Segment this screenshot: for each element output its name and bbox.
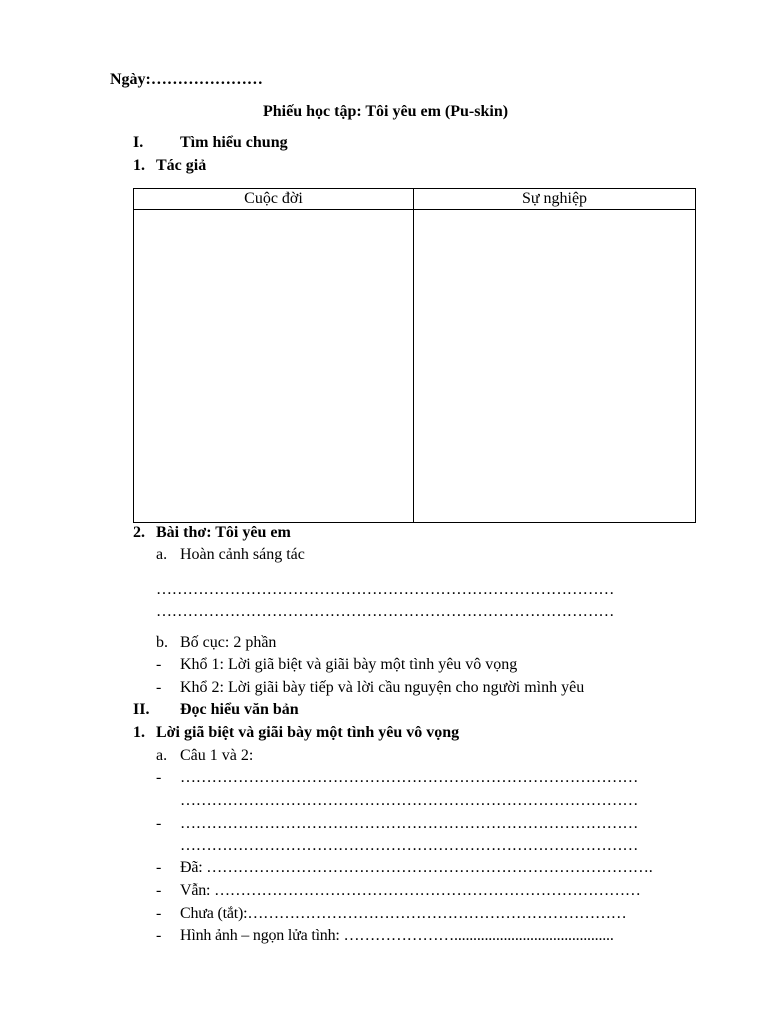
author-table-career-cell[interactable] xyxy=(414,210,696,523)
subsection-1-1-label: Tác giả xyxy=(156,157,207,174)
section-2-heading: Đọc hiểu văn bản xyxy=(180,701,299,718)
item-a-marker: a. xyxy=(156,747,168,764)
dash-marker: - xyxy=(156,859,162,876)
author-table xyxy=(133,188,696,523)
section-1-number: I. xyxy=(133,134,144,151)
dash-marker: - xyxy=(156,769,162,786)
author-table-header-row xyxy=(134,189,696,210)
dash-marker: - xyxy=(156,882,162,899)
bullet-text: Khổ 2: Lời giãi bày tiếp và lời cầu nguyện cho người mình yêu xyxy=(180,679,585,696)
dash-marker: - xyxy=(156,815,162,832)
answer-line[interactable]: …………………………………………………………………………… xyxy=(156,581,615,598)
answer-line[interactable]: …………………………………………………………………………… xyxy=(180,815,639,832)
item-a-label: Hoàn cảnh sáng tác xyxy=(180,546,305,563)
author-table-body-row xyxy=(134,210,696,523)
subsection-1-1-number: 1. xyxy=(133,157,145,174)
item-a-marker: a. xyxy=(156,546,168,563)
section-2-number: II. xyxy=(133,701,150,718)
answer-line[interactable]: …………………………………………………………………………… xyxy=(156,603,615,620)
subsection-1-2-number: 2. xyxy=(133,524,145,541)
answer-line[interactable]: …………………………………………………………………………… xyxy=(180,792,639,809)
answer-line[interactable]: …………………………………………………………………………… xyxy=(180,837,639,854)
bullet-marker: - xyxy=(156,656,162,673)
fill-in-item[interactable]: Hình ảnh – ngọn lửa tình: ………………….......................................... xyxy=(180,927,614,944)
item-b-marker: b. xyxy=(156,634,168,651)
fill-in-item[interactable]: Chưa (tắt):……………………………………………………………… xyxy=(180,905,627,922)
author-table-col-life: Cuộc đời xyxy=(134,189,414,210)
section-1-heading: Tìm hiểu chung xyxy=(180,134,288,151)
answer-line[interactable]: …………………………………………………………………………… xyxy=(180,769,639,786)
fill-in-item[interactable]: Đã: …………………………………………………………………………. xyxy=(180,859,653,876)
bullet-text: Khổ 1: Lời giã biệt và giãi bày một tình yêu vô vọng xyxy=(180,656,518,673)
dash-marker: - xyxy=(156,905,162,922)
page-title: Phiếu học tập: Tôi yêu em (Pu-skin) xyxy=(263,103,509,120)
date-line: Ngày:………………… xyxy=(110,71,263,88)
item-b-label: Bố cục: 2 phần xyxy=(180,634,277,651)
item-a-label: Câu 1 và 2: xyxy=(180,747,254,764)
subsection-2-1-number: 1. xyxy=(133,724,145,741)
bullet-marker: - xyxy=(156,679,162,696)
subsection-2-1-label: Lời giã biệt và giãi bày một tình yêu vô vọng xyxy=(156,724,460,741)
author-table-life-cell[interactable] xyxy=(134,210,414,523)
author-table-col-career: Sự nghiệp xyxy=(414,189,696,210)
fill-in-item[interactable]: Vẫn: ……………………………………………………………………… xyxy=(180,882,641,899)
dash-marker: - xyxy=(156,927,162,944)
subsection-1-2-label: Bài thơ: Tôi yêu em xyxy=(156,524,291,541)
